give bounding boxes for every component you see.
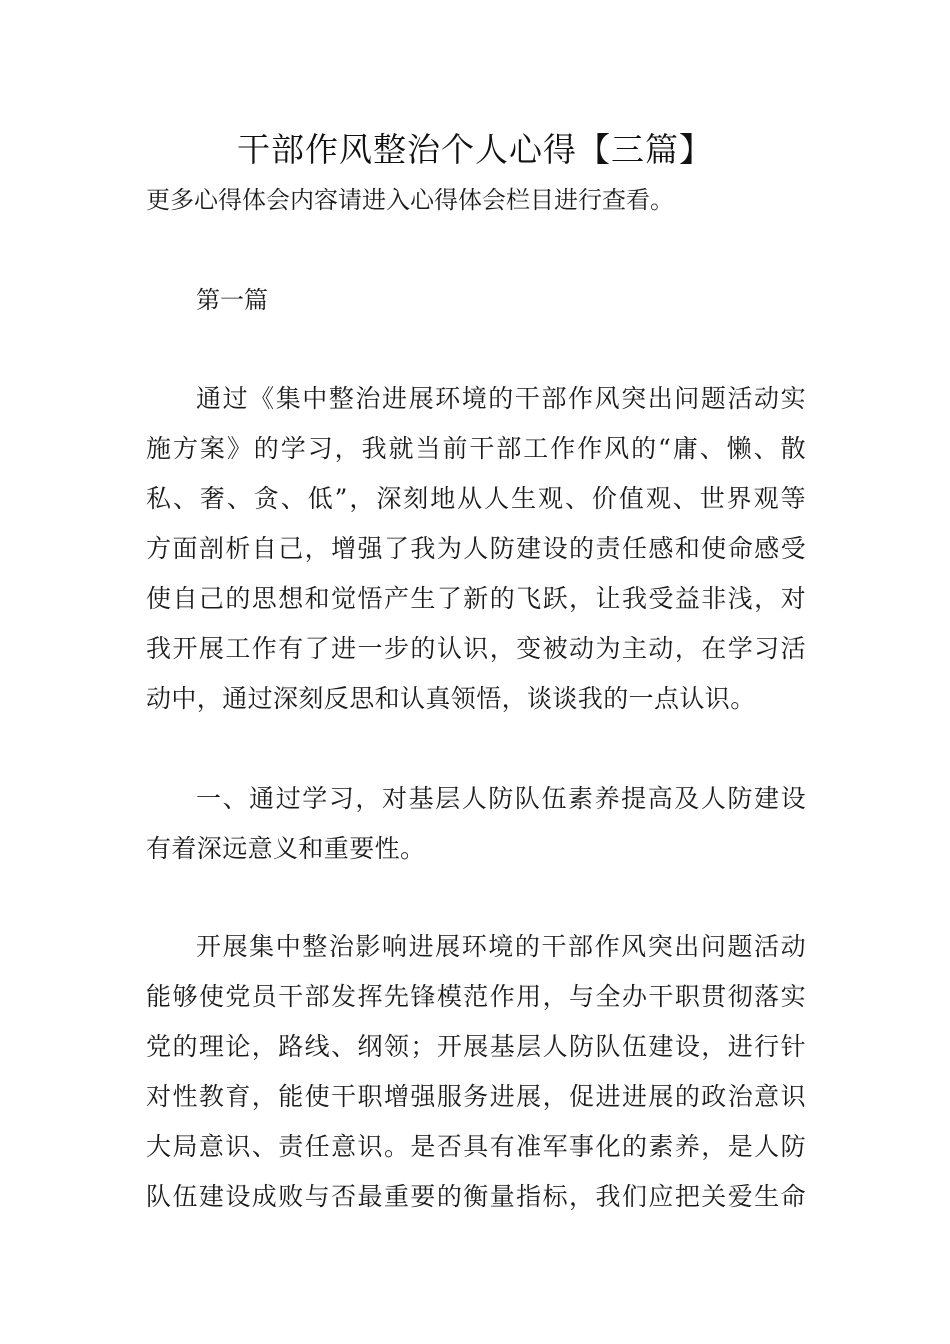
paragraph-2: [146, 774, 806, 874]
paragraph-line: 开展集中整治影响进展环境的干部作风突出问题活动: [196, 932, 806, 961]
paragraph-line: 私、奢、贪、低”，深刻地从人生观、价值观、世界观等: [146, 484, 806, 513]
paragraph-line: 施方案》的学习，我就当前干部工作作风的“庸、懒、散: [146, 434, 806, 463]
paragraph-line: 大局意识、责任意识。是否具有准军事化的素养，是人防: [146, 1132, 806, 1161]
paragraph-line: 使自己的思想和觉悟产生了新的飞跃，让我受益非浅，对: [146, 584, 806, 613]
paragraph-line: 动中，通过深刻反思和认真领悟，谈谈我的一点认识。: [146, 684, 756, 713]
section-label: 第一篇: [196, 286, 268, 314]
paragraph-line: 我开展工作有了进一步的认识，变被动为主动，在学习活: [146, 634, 806, 663]
paragraph-line: 有着深远意义和重要性。: [146, 834, 426, 863]
paragraph-line: 队伍建设成败与否最重要的衡量指标，我们应把关爱生命: [146, 1182, 806, 1211]
document-subtitle: 更多心得体会内容请进入心得体会栏目进行查看。: [146, 186, 674, 214]
paragraph-line: 党的理论，路线、纲领；开展基层人防队伍建设，进行针: [146, 1032, 806, 1061]
paragraph-line: 对性教育，能使干职增强服务进展，促进进展的政治意识: [146, 1082, 806, 1111]
paragraph-line: 能够使党员干部发挥先锋模范作用，与全办干职贯彻落实: [146, 982, 806, 1011]
paragraph-line: 通过《集中整治进展环境的干部作风突出问题活动实: [196, 384, 806, 413]
paragraph-1: [146, 374, 806, 724]
paragraph-3: [146, 922, 806, 1222]
document-title: 干部作风整治个人心得【三篇】: [237, 130, 713, 169]
paragraph-line: 一、通过学习，对基层人防队伍素养提高及人防建设: [196, 784, 806, 813]
paragraph-line: 方面剖析自己，增强了我为人防建设的责任感和使命感受: [146, 534, 806, 563]
